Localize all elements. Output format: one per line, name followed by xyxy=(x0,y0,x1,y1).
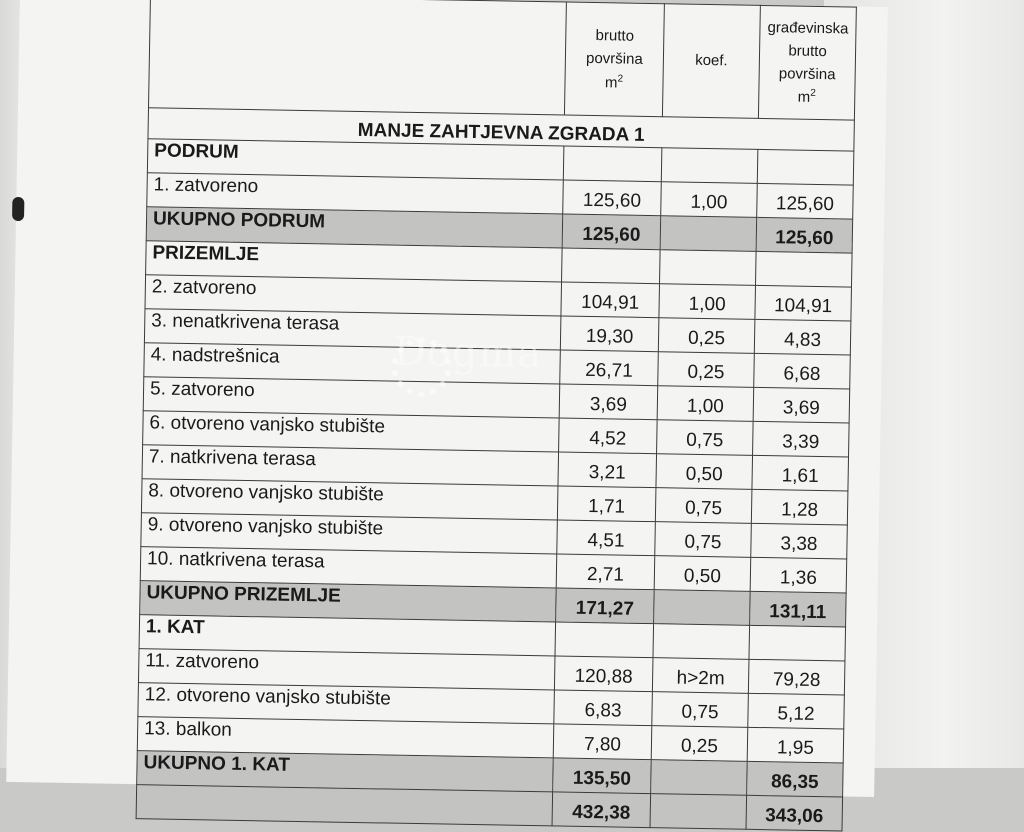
row-label: 1. zatvoreno xyxy=(147,173,564,214)
gbp-value: 79,28 xyxy=(748,659,845,695)
grand-total-label xyxy=(136,785,553,826)
brutto-value: 2,71 xyxy=(556,554,655,590)
gbp-value: 3,69 xyxy=(753,387,850,423)
brutto-value: 3,69 xyxy=(559,384,658,420)
brutto-value: 120,88 xyxy=(554,656,653,692)
koef-value: 0,75 xyxy=(655,488,752,524)
koef-value: 1,00 xyxy=(657,386,754,422)
row-label: 5. zatvoreno xyxy=(143,377,560,418)
row-label: 10. natkrivena terasa xyxy=(140,547,557,588)
total-brutto: 171,27 xyxy=(556,588,655,624)
total-brutto: 135,50 xyxy=(553,758,652,794)
watermark-text: Dogma xyxy=(393,328,543,378)
row-label: 7. natkrivena terasa xyxy=(142,445,559,486)
total-label: UKUPNO PODRUM xyxy=(146,207,563,248)
brutto-value: 7,80 xyxy=(553,724,652,760)
document-page xyxy=(6,0,888,828)
koef-value: 1,00 xyxy=(659,284,756,320)
brutto-value: 104,91 xyxy=(561,282,660,318)
koef-value: 1,00 xyxy=(661,182,758,218)
gbp-value: 6,68 xyxy=(754,353,851,389)
row-label: 4. nadstrešnica xyxy=(144,343,561,384)
header-brutto: brutto površina $m^2$ xyxy=(564,2,664,117)
brutto-value: 1,71 xyxy=(557,486,656,522)
row-label: 11. zatvoreno xyxy=(138,649,555,690)
brutto-value: 26,71 xyxy=(560,350,659,386)
koef-value: 0,25 xyxy=(658,352,755,388)
header-row xyxy=(148,0,856,120)
brutto-value: 4,51 xyxy=(557,520,656,556)
row-label: 6. otvoreno vanjsko stubište xyxy=(143,411,560,452)
row-label: 12. otvoreno vanjsko stubište xyxy=(138,683,555,724)
total-brutto: 125,60 xyxy=(562,214,661,250)
total-label: UKUPNO 1. KAT xyxy=(137,751,554,792)
gbp-value: 1,61 xyxy=(752,455,849,491)
koef-value: 0,75 xyxy=(655,522,752,558)
grand-total-brutto: 432,38 xyxy=(552,792,651,828)
brutto-value: 19,30 xyxy=(560,316,659,352)
punch-hole xyxy=(12,197,24,221)
koef-value: h>2m xyxy=(652,658,749,694)
area-table xyxy=(136,0,857,831)
gbp-value: 1,95 xyxy=(747,727,844,763)
section-heading: PRIZEMLJE xyxy=(146,241,563,282)
header-blank-cell xyxy=(148,0,566,115)
grand-total-gbp: 343,06 xyxy=(746,795,843,831)
building-title: MANJE ZAHTJEVNA ZGRADA 1 xyxy=(148,108,854,151)
gbp-value: 104,91 xyxy=(755,285,852,321)
brutto-value: 6,83 xyxy=(554,690,653,726)
row-label: 3. nenatkrivena terasa xyxy=(144,309,561,350)
koef-value: 0,75 xyxy=(652,692,749,728)
gbp-value: 1,36 xyxy=(750,557,847,593)
header-gbp: građevinska brutto površina $m^2$ xyxy=(758,5,856,120)
gbp-value: 125,60 xyxy=(757,183,854,219)
brutto-value: 125,60 xyxy=(563,180,662,216)
row-label: 9. otvoreno vanjsko stubište xyxy=(141,513,558,554)
koef-value: 0,50 xyxy=(654,556,751,592)
total-label: UKUPNO PRIZEMLJE xyxy=(140,581,557,622)
header-koef: koef. xyxy=(662,4,760,119)
section-heading: 1. KAT xyxy=(139,615,556,656)
koef-value: 0,75 xyxy=(657,420,754,456)
gbp-value: 4,83 xyxy=(754,319,851,355)
brutto-value: 3,21 xyxy=(558,452,657,488)
gbp-value: 3,38 xyxy=(751,523,848,559)
total-gbp: 86,35 xyxy=(747,761,844,797)
brutto-value: 4,52 xyxy=(559,418,658,454)
total-gbp: 125,60 xyxy=(756,217,853,253)
row-label: 13. balkon xyxy=(137,717,554,758)
section-heading: PODRUM xyxy=(147,139,564,180)
gbp-value: 3,39 xyxy=(753,421,850,457)
row-label: 8. otvoreno vanjsko stubište xyxy=(141,479,558,520)
koef-value: 0,25 xyxy=(658,318,755,354)
gbp-value: 1,28 xyxy=(751,489,848,525)
row-label: 2. zatvoreno xyxy=(145,275,562,316)
total-gbp: 131,11 xyxy=(750,591,847,627)
koef-value: 0,25 xyxy=(651,726,748,762)
koef-value: 0,50 xyxy=(656,454,753,490)
gbp-value: 5,12 xyxy=(748,693,845,729)
